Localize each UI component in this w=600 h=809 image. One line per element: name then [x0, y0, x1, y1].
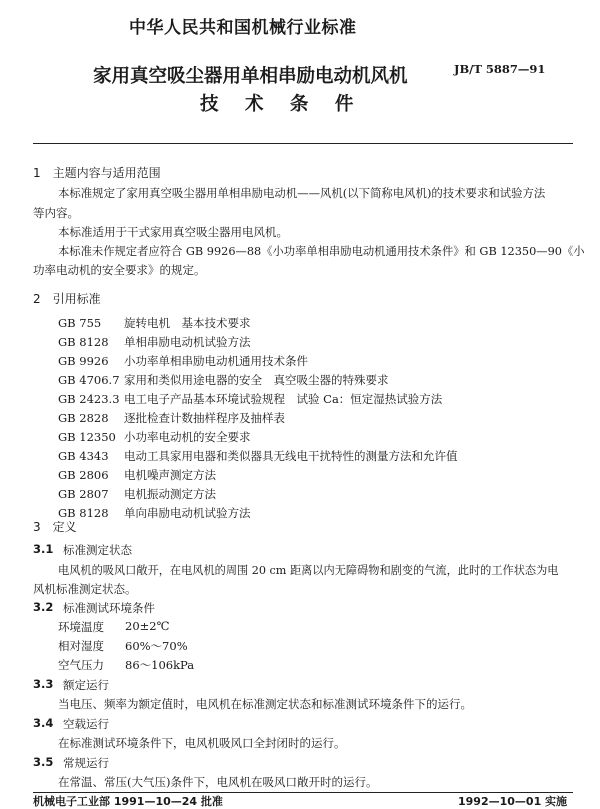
reference-row	[58, 388, 442, 407]
clause-3-1-text: 电风机的吸风口敞开，在电风机的周围 20 cm 距离以内无障碍物和剧变的气流，此时的工作状态为电	[58, 564, 559, 577]
header-rule	[33, 143, 573, 144]
section-1-heading: 1 主题内容与适用范围	[33, 166, 161, 180]
reference-title: 旋转电机 基本技术要求	[124, 316, 251, 330]
clause-3-3-text: 当电压、频率为额定值时，电风机在标准测定状态和标准测试环境条件下的运行。	[58, 697, 472, 711]
reference-title: 单向串励电动机试验方法	[124, 506, 251, 520]
clause-3-4-number: 3.4	[33, 716, 54, 730]
reference-title: 家用和类似用途电器的安全 真空吸尘器的特殊要求	[124, 373, 389, 387]
reference-code: GB 4706.7	[58, 373, 120, 387]
issuing-authority: 中华人民共和国机械行业标准	[129, 18, 357, 38]
section-2-heading: 2 引用标准	[33, 292, 101, 306]
reference-row	[58, 502, 251, 521]
clause-3-2-title: 标准测试环境条件	[63, 601, 155, 615]
reference-title: 电工电子产品基本环境试验规程 试验 Ca：恒定湿热试验方法	[124, 392, 443, 406]
approval-line: 机械电子工业部 1991—10—24 批准	[33, 795, 223, 808]
reference-row	[58, 369, 389, 388]
clause-3-2-number: 3.2	[33, 600, 54, 614]
reference-title: 电机振动测定方法	[124, 487, 216, 501]
clause-3-4-title: 空载运行	[63, 717, 109, 731]
env-condition-label: 空气压力	[58, 658, 104, 672]
reference-row	[58, 445, 458, 464]
env-condition-label: 相对湿度	[58, 639, 104, 653]
section-1-paragraph: 功率电动机的安全要求》的规定。	[33, 263, 206, 277]
clause-3-5-number: 3.5	[33, 755, 54, 769]
section-3-heading: 3 定义	[33, 520, 77, 534]
reference-title: 逐批检查计数抽样程序及抽样表	[124, 411, 285, 425]
reference-row	[58, 350, 308, 369]
reference-row	[58, 464, 216, 483]
clause-3-1-title: 标准测定状态	[63, 543, 132, 557]
reference-row	[58, 426, 251, 445]
clause-3-3-title: 额定运行	[63, 678, 109, 692]
reference-title: 电机噪声测定方法	[124, 468, 216, 482]
reference-row	[58, 312, 251, 331]
reference-code: GB 9926	[58, 354, 109, 368]
section-1-paragraph: 等内容。	[33, 206, 79, 220]
reference-title: 小功率电动机的安全要求	[124, 430, 251, 444]
clause-3-5-text: 在常温、常压(大气压)条件下，电风机在吸风口敞开时的运行。	[58, 775, 378, 789]
env-condition-label: 环境温度	[58, 620, 104, 634]
implementation-date: 1992—10—01 实施	[458, 795, 568, 808]
reference-code: GB 8128	[58, 506, 109, 520]
standard-number: JB/T 5887—91	[454, 62, 546, 76]
reference-code: GB 8128	[58, 335, 109, 349]
env-condition-value: 20±2℃	[125, 619, 170, 633]
reference-code: GB 4343	[58, 449, 109, 463]
clause-3-1-number: 3.1	[33, 542, 54, 556]
reference-title: 电动工具家用电器和类似器具无线电干扰特性的测量方法和允许值	[124, 449, 458, 463]
document-title: 家用真空吸尘器用单相串励电动机风机	[93, 66, 408, 87]
section-1-paragraph: 本标准未作规定者应符合 GB 9926—88《小功率单相串励电动机通用技术条件》和 GB 12350—90《小	[58, 245, 585, 258]
reference-code: GB 755	[58, 316, 102, 330]
document-subtitle: 技 术 条 件	[200, 94, 364, 115]
section-1-paragraph: 本标准规定了家用真空吸尘器用单相串励电动机——风机(以下简称电风机)的技术要求和试验方法	[58, 186, 546, 200]
clause-3-4-text: 在标准测试环境条件下，电风机吸风口全封闭时的运行。	[58, 736, 346, 750]
reference-row	[58, 331, 251, 350]
reference-code: GB 2423.3	[58, 392, 120, 406]
env-condition-value: 60%～70%	[125, 639, 188, 653]
reference-title: 小功率单相串励电动机通用技术条件	[124, 354, 308, 368]
reference-row	[58, 483, 216, 502]
reference-title: 单相串励电动机试验方法	[124, 335, 251, 349]
reference-code: GB 2807	[58, 487, 109, 501]
reference-code: GB 2828	[58, 411, 109, 425]
env-condition-value: 86～106kPa	[125, 658, 195, 672]
clause-3-1-text: 风机标准测定状态。	[33, 582, 137, 596]
clause-3-5-title: 常规运行	[63, 756, 109, 770]
section-1-paragraph: 本标准适用于干式家用真空吸尘器用电风机。	[58, 225, 288, 239]
reference-row	[58, 407, 285, 426]
reference-code: GB 2806	[58, 468, 109, 482]
reference-code: GB 12350	[58, 430, 116, 444]
clause-3-3-number: 3.3	[33, 677, 54, 691]
